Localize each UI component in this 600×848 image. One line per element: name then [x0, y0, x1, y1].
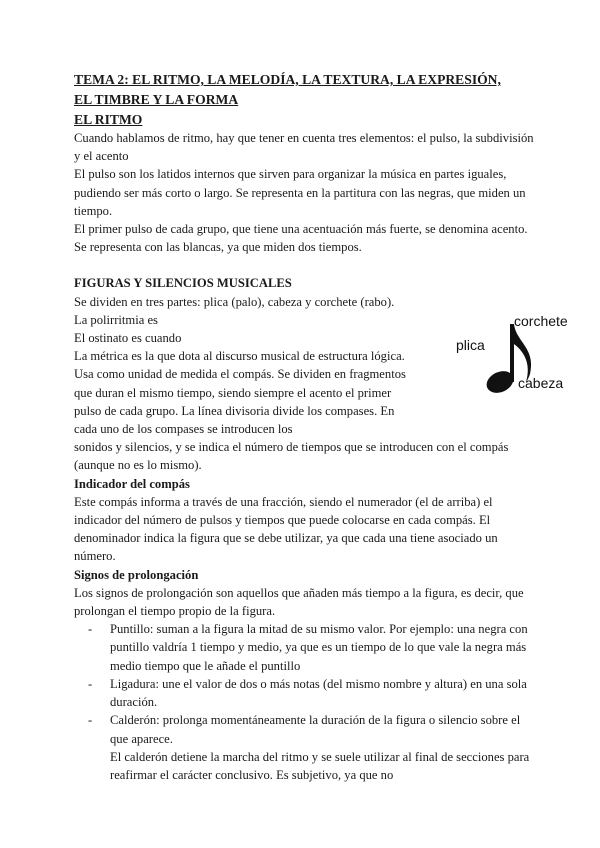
note-parts-diagram [456, 312, 576, 412]
indicador-paragraph: Este compás informa a través de una fracción, siendo el numerador (el de arriba) el indicador del número de pulsos y tiempos que puede colocarse en cada compás. El denominador indica la figura que se debe utilizar, ya que cada una tiene asociado un número. [74, 494, 498, 564]
polirritmia-line: La polirritmia es [74, 312, 158, 327]
signos-list [74, 620, 534, 747]
signos-paragraph: Los signos de prolongación son aquellos que añaden más tiempo a la figura, es decir, que prolongan el tiempo propio de la figura. [74, 585, 524, 619]
list-item: - Ligadura: une el valor de dos o más notas (del mismo nombre y altura) en una sola duración. [110, 675, 534, 711]
ritmo-paragraph-1: Cuando hablamos de ritmo, hay que tener en cuenta tres elementos: el pulso, la subdivisión y el acento [74, 131, 534, 164]
metrica-paragraph: La métrica es la que dota al discurso musical de estructura lógica. Usa como unidad de medida el compás. Se dividen en fragmentos que duran el mismo tiempo, siendo siempre el acento el primer pulso de cada grupo. La línea divisoria divide los compases. En cada uno de los compases se introducen los [74, 349, 406, 437]
document-page [74, 70, 534, 784]
figuras-paragraph-1: Se dividen en tres partes: plica (palo), cabeza y corchete (rabo). [74, 294, 395, 309]
list-item: - Calderón: prolonga momentáneamente la duración de la figura o silencio sobre el que aparece. [110, 711, 534, 747]
ritmo-paragraph-2: El pulso son los latidos internos que sirven para organizar la música en partes iguales, pudiendo ser más corto o largo. Se representa en la partitura con las negras, que miden un tiempo. [74, 167, 526, 218]
metrica-paragraph-end: sonidos y silencios, y se indica el número de tiempos que se introducen con el compás (aunque no es lo mismo). [74, 440, 509, 473]
signos-heading: Signos de prolongación [74, 567, 199, 582]
section-heading-figuras: FIGURAS Y SILENCIOS MUSICALES [74, 276, 292, 291]
corchete-label: corchete [514, 313, 568, 329]
document-title: TEMA 2: EL RITMO, LA MELODÍA, LA TEXTURA, LA EXPRESIÓN, EL TIMBRE Y LA FORMA [74, 72, 501, 107]
indicador-heading: Indicador del compás [74, 476, 190, 491]
ritmo-paragraph-3: El primer pulso de cada grupo, que tiene una acentuación más fuerte, se denomina acento. Se representa con las blancas, ya que miden dos tiempos. [74, 222, 528, 255]
calderon-extra-paragraph: El calderón detiene la marcha del ritmo y se suele utilizar al final de secciones para reafirmar el carácter conclusivo. Es subjetivo, ya que no [110, 749, 530, 782]
ostinato-line: El ostinato es cuando [74, 331, 182, 346]
cabeza-label: cabeza [518, 375, 564, 391]
plica-label: plica [456, 337, 485, 353]
list-item: - Puntillo: suman a la figura la mitad de su mismo valor. Por ejemplo: una negra con puntillo valdría 1 tiempo y medio, ya que es un tiempo de lo que vale la negra más medio tiempo que le añade el puntillo [110, 620, 534, 675]
section-heading-ritmo: EL RITMO [74, 112, 143, 127]
